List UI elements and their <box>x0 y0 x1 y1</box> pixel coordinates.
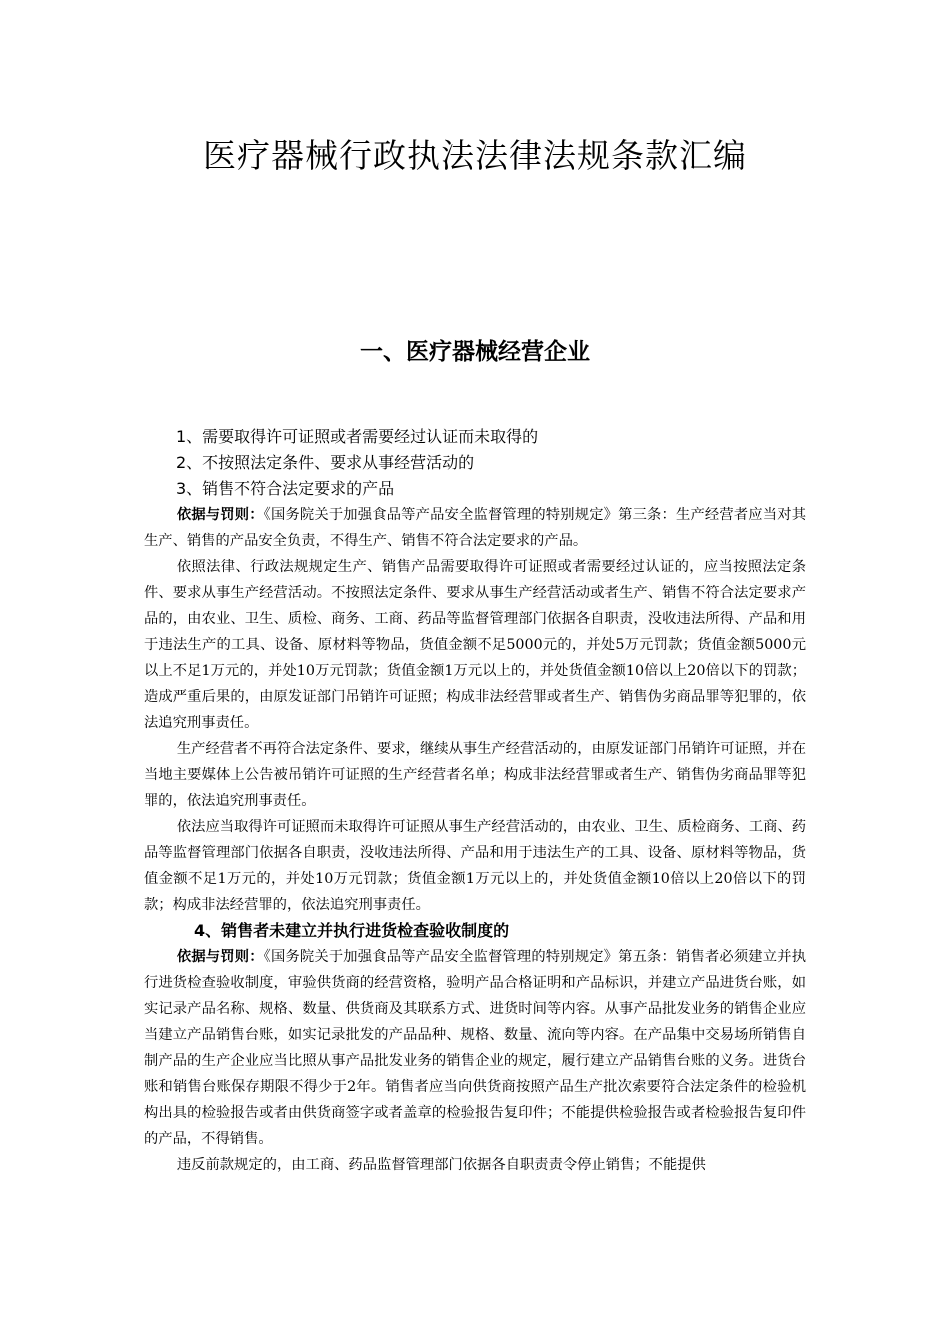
paragraph-text: 《国务院关于加强食品等产品安全监督管理的特别规定》第五条：销售者必须建立并执行进货检查验收制度，审验供货商的经营资格，验明产品合格证明和产品标识，并建立产品进货台账，如实记录产品名称、规格、数量、供货商及其联系方式、进货时间等内容。从事产品批发业务的销售企业应当建立产品销售台账，如实记录批发的产品品种、规格、数量、流向等内容。在产品集中交易场所销售自制产品的生产企业应当比照从事产品批发业务的销售企业的规定，履行建立产品销售台账的义务。进货台账和销售台账保存期限不得少于2年。销售者应当向供货商按照产品生产批次索要符合法定条件的检验机构出具的检验报告或者由供货商签字或者盖章的检验报告复印件；不能提供检验报告或者检验报告复印件的产品，不得销售。 <box>144 949 806 1147</box>
item-heading-2: 2、不按照法定条件、要求从事经营活动的 <box>176 453 475 472</box>
paragraph-6: 违反前款规定的，由工商、药品监督管理部门依据各自职责责令停止销售；不能提供 <box>176 1157 706 1173</box>
document-body <box>144 424 806 1178</box>
paragraph-2: 依照法律、行政法规规定生产、销售产品需要取得许可证照或者需要经过认证的，应当按照法定条件、要求从事生产经营活动。不按照法定条件、要求从事生产经营活动或者生产、销售不符合法定要求产品的，由农业、卫生、质检、商务、工商、药品等监督管理部门依据各自职责，没收违法所得、产品和用于违法生产的工具、设备、原材料等物品，货值金额不足5000元的，并处5万元罚款；货值金额5000元以上不足1万元的，并处10万元罚款；货值金额1万元以上的，并处货值金额10倍以上20倍以下的罚款；造成严重后果的，由原发证部门吊销许可证照；构成非法经营罪或者生产、销售伪劣商品罪等犯罪的，依法追究刑事责任。 <box>144 559 806 731</box>
paragraph-4: 依法应当取得许可证照而未取得许可证照从事生产经营活动的，由农业、卫生、质检商务、工商、药品等监督管理部门依据各自职责，没收违法所得、产品和用于违法生产的工具、设备、原材料等物品，货值金额不足1万元的，并处10万元罚款；货值金额1万元以上的，并处货值金额10倍以上20倍以下的罚款；构成非法经营罪的，依法追究刑事责任。 <box>144 819 806 913</box>
section-title: 一、医疗器械经营企业 <box>360 339 590 365</box>
basis-label: 依据与罚则： <box>176 507 264 523</box>
basis-label: 依据与罚则： <box>176 949 264 965</box>
paragraph-basis-1 <box>144 502 806 554</box>
item-heading-3: 3、销售不符合法定要求的产品 <box>176 479 395 498</box>
paragraph-basis-2 <box>144 944 806 1152</box>
item-heading-4: 4、销售者未建立并执行进货检查验收制度的 <box>194 921 510 940</box>
item-heading-1: 1、需要取得许可证照或者需要经过认证而未取得的 <box>176 427 539 446</box>
document-title: 医疗器械行政执法法律法规条款汇编 <box>203 136 747 175</box>
paragraph-text: 《国务院关于加强食品等产品安全监督管理的特别规定》第三条：生产经营者应当对其生产、销售的产品安全负责，不得生产、销售不符合法定要求的产品。 <box>144 507 806 549</box>
paragraph-3: 生产经营者不再符合法定条件、要求，继续从事生产经营活动的，由原发证部门吊销许可证照，并在当地主要媒体上公告被吊销许可证照的生产经营者名单；构成非法经营罪或者生产、销售伪劣商品罪等犯罪的，依法追究刑事责任。 <box>144 741 806 809</box>
